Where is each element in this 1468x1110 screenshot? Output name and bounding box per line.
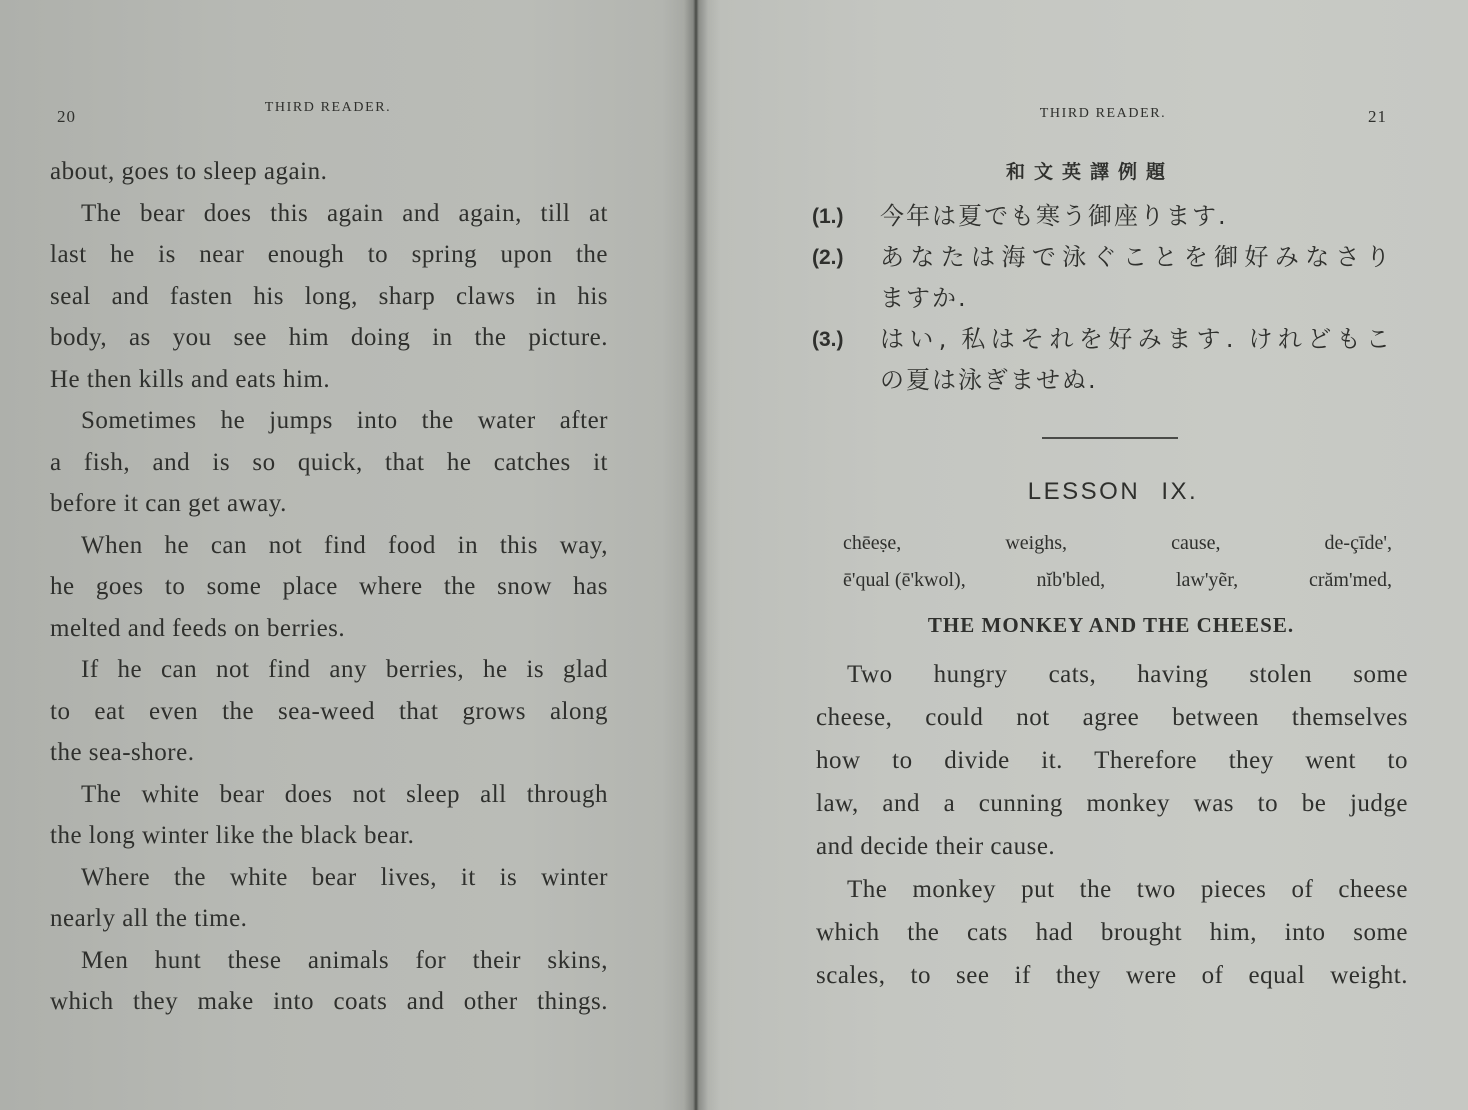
text-line: He then kills and eats him. [50, 365, 331, 393]
vocabulary-word: law'yẽr, [1175, 569, 1239, 591]
text-line: When he can not find food in this way, [81, 531, 608, 559]
text-line: the long winter like the black bear. [50, 822, 415, 849]
exercise-text-line: あなたは海で泳ぐことを御好みなさり [880, 243, 1392, 271]
vocabulary-word: weighs, [1005, 532, 1068, 554]
exercise-item [812, 237, 1409, 319]
text-line: he goes to some place where the snow has [50, 573, 608, 600]
body-text [816, 653, 1408, 997]
exercise-text-line: の夏は泳ぎませぬ. [880, 366, 1098, 394]
exercise-number: (1.) [812, 205, 844, 228]
exercise-text [880, 319, 1392, 401]
text-line: melted and feeds on berries. [50, 614, 346, 642]
text-line: which they make into coats and other things. [50, 988, 608, 1015]
vocabulary-row [843, 562, 1392, 599]
text-line: cheese, could not agree between themselves [816, 704, 1408, 731]
left-page [0, 0, 697, 1110]
lesson-title: LESSON IX. [1027, 478, 1199, 505]
text-line: Men hunt these animals for their skins, [81, 946, 608, 974]
running-head: THIRD READER. [1039, 106, 1167, 121]
text-line: about, goes to sleep again. [50, 158, 328, 185]
text-line: body, as you see him doing in the picture. [50, 324, 608, 351]
exercise-heading: 和文英譯例題 [1005, 161, 1174, 183]
text-line: The bear does this again and again, till at [81, 199, 608, 227]
book-gutter [684, 0, 708, 1110]
text-line: which the cats had brought him, into some [816, 919, 1408, 946]
exercise-text-line: はい, 私はそれを好みます. けれどもこ [880, 325, 1392, 353]
text-line: before it can get away. [50, 490, 287, 517]
text-line: The monkey put the two pieces of cheese [847, 876, 1408, 903]
exercise-list [812, 196, 1409, 401]
exercise-text-line: ますか. [880, 284, 968, 312]
page-number: 20 [57, 107, 76, 126]
text-line: how to divide it. Therefore they went to [816, 747, 1408, 774]
exercise-text-line: 今年は夏でも寒う御座ります. [880, 202, 1228, 230]
vocabulary-word: cause, [1171, 532, 1221, 554]
vocabulary-word: ē'qual (ē'kwol), [843, 569, 966, 591]
text-line: The white bear does not sleep all through [81, 780, 608, 808]
exercise-item [812, 196, 1409, 237]
text-line: the sea-shore. [50, 739, 195, 766]
exercise-item [812, 319, 1409, 401]
vocabulary-word: de-çīde', [1324, 532, 1392, 554]
exercise-text [880, 237, 1392, 319]
vocabulary-word: chēeṣe, [843, 532, 902, 554]
text-line: last he is near enough to spring upon the [50, 241, 608, 268]
text-line: law, and a cunning monkey was to be judge [816, 790, 1408, 817]
running-head: THIRD READER. [264, 100, 392, 115]
text-line: to eat even the sea-weed that grows along [50, 697, 608, 725]
exercise-number: (3.) [812, 328, 844, 351]
text-line: and decide their cause. [816, 833, 1056, 860]
body-text [50, 151, 608, 1023]
text-line: Two hungry cats, having stolen some [847, 661, 1408, 688]
section-divider [1042, 437, 1178, 439]
page-number: 21 [1368, 107, 1387, 126]
exercise-number: (2.) [812, 246, 844, 269]
text-line: a fish, and is so quick, that he catches it [50, 448, 608, 476]
text-line: If he can not find any berries, he is glad [81, 656, 608, 683]
vocabulary-word: nĭb'bled, [1036, 569, 1106, 591]
vocabulary-row [843, 525, 1392, 562]
vocabulary-list [843, 525, 1392, 599]
text-line: nearly all the time. [50, 905, 248, 932]
text-line: Sometimes he jumps into the water after [81, 407, 608, 434]
vocabulary-word: crăm'med, [1308, 569, 1392, 591]
text-line: seal and fasten his long, sharp claws in his [50, 282, 608, 310]
text-line: scales, to see if they were of equal weight. [816, 962, 1408, 989]
exercise-text [880, 196, 1392, 237]
right-page [697, 0, 1468, 1110]
story-title: THE MONKEY AND THE CHEESE. [927, 613, 1295, 637]
text-line: Where the white bear lives, it is winter [81, 863, 608, 891]
